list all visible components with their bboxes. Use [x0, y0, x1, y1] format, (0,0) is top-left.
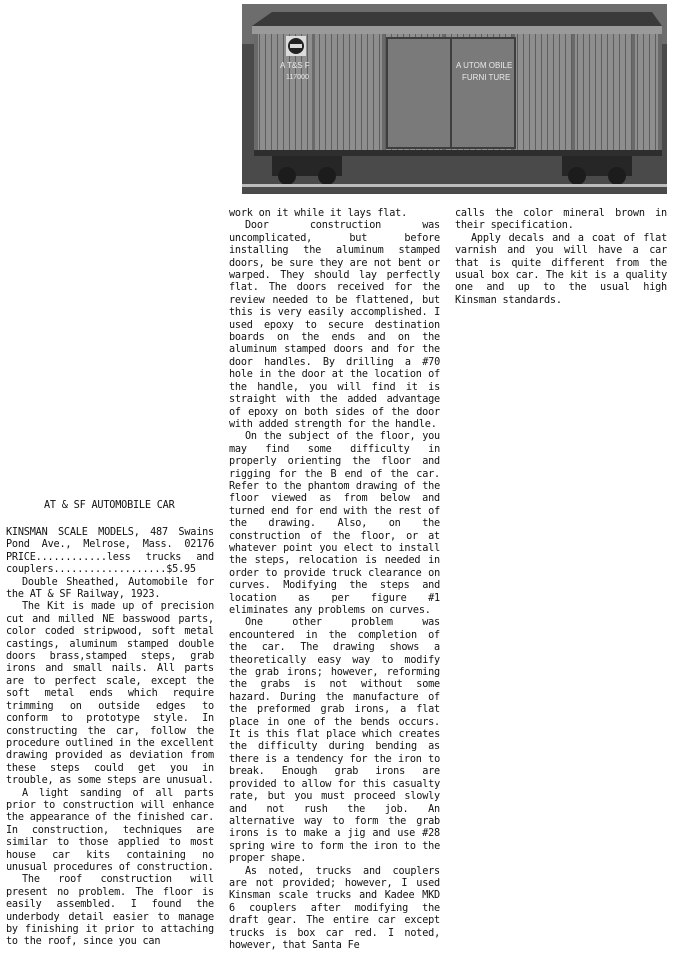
paragraph: Door construction was uncomplicated, but before installing the aluminum stamped doors, be sure they are not bent or warped. They should lay perfectly flat. The doors received for the review needed to be flattened, but this is very easily accomplished. I used epoxy to secure destination boards on the ends and on the aluminum stamped doors and for the door handles. By drilling a #70 hole in the door at the location of the handle, you will find it is straight with the added advantage of epoxy on both sides of the door with added strength for the handle. [229, 220, 440, 430]
paragraph: One other problem was encountered in the completion of the car. The drawing shows a theoretically easy way to modify the grab irons; however, reforming the grabs is not without some hazard. During the manufacture of the preformed grab irons, a flat place in one of the bends occurs. It is this flat place which creates the difficulty during bending as there is a tendency for the iron to break. Enough grab irons are provided to allow for this casualty rate, but you must proceed slowly and not rush the job. An alternative way to form the grab irons is to make a jig and use #28 spring wire to form the iron to the proper shape. [229, 617, 440, 865]
paragraph: Double Sheathed, Automobile for the AT & SF Railway, 1923. [6, 576, 214, 601]
paragraph: KINSMAN SCALE MODELS, 487 Swains Pond Ave., Melrose, Mass. 02176 PRICE............less trucks and couplers...................$5.95 [6, 527, 214, 576]
column-1 [6, 527, 214, 949]
left-decal-line1: A T&S F [280, 61, 310, 70]
paragraph: A light sanding of all parts prior to construction will enhance the appearance of the finished car. In construction, techniques are similar to those applied to most house car kits containing no unusual procedures of construction. [6, 787, 214, 873]
paragraph: calls the color mineral brown in their specification. [455, 208, 667, 232]
paragraph: Apply decals and a coat of flat varnish and you will have a car that is quite different from the usual box car. The kit is a quality one and up to the usual high Kinsman standards. [455, 232, 667, 306]
paragraph: As noted, trucks and couplers are not provided; however, I used Kinsman scale trucks and Kadee MKD 6 couplers after modifying the draft gear. The entire car except trucks is box car red. I noted, however, that Santa Fe [229, 865, 440, 951]
paragraph: work on it while it lays flat. [229, 208, 408, 219]
left-decal-line2: 117000 [286, 74, 309, 81]
boxcar-illustration [242, 4, 667, 194]
paragraph: The roof construction will present no problem. The floor is easily assembled. I found the underbody detail easier to manage by finishing it prior to attaching to the roof, since you can [6, 874, 214, 948]
paragraph: The Kit is made up of precision cut and milled NE basswood parts, color coded stripwood, soft metal castings, aluminum stamped double doors brass,stamped steps, grab irons and small nails. All parts are to perfect scale, except the soft metal ends which require trimming on outside edges to conform to prototype style. In constructing the car, follow the procedure outlined in the excellent drawing provided as deviation from these steps could get you in trouble, as some steps are unusual. [6, 601, 214, 787]
column-2 [229, 208, 440, 952]
article-heading: AT & SF AUTOMOBILE CAR [44, 500, 175, 511]
right-decal-line2: FURNI TURE [462, 73, 511, 82]
boxcar-photo [242, 4, 667, 194]
paragraph: On the subject of the floor, you may find some difficulty in properly orienting the floor and rigging for the B end of the car. Refer to the phantom drawing of the floor viewed as from below and turned end for end with the rest of the drawing. Also, on the construction of the floor, or at whatever point you elect to install the steps, relocation is needed in order to provide truck clearance on curves. Modifying the steps and location as per figure #1 eliminates any problems on curves. [229, 431, 440, 616]
right-decal-line1: A UTOM OBILE [456, 61, 513, 70]
column-3 [455, 208, 667, 307]
